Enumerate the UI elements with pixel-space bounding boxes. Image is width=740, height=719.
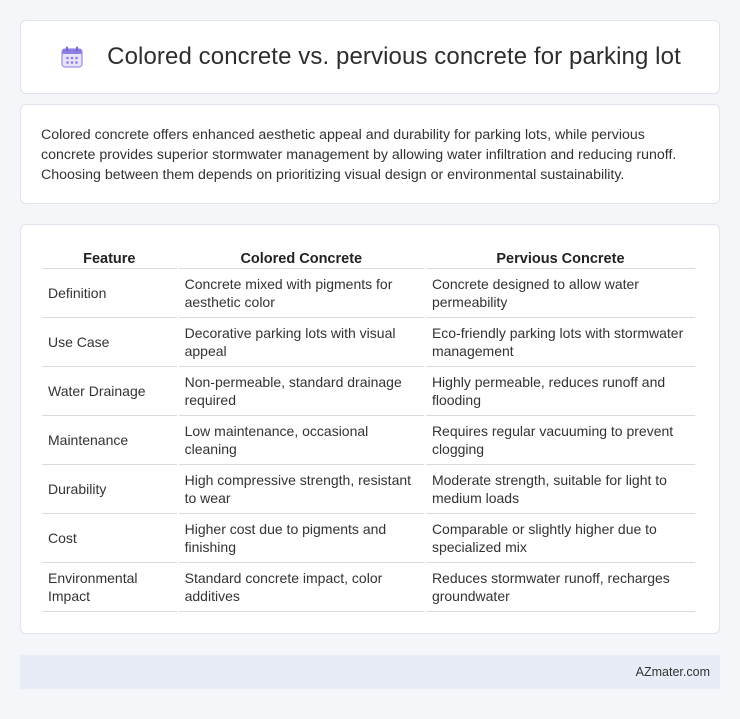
feature-cell: Definition	[42, 269, 177, 318]
colored-cell: Higher cost due to pigments and finishing	[179, 514, 424, 563]
page-title: Colored concrete vs. pervious concrete for parking lot	[107, 43, 681, 70]
footer-bar	[20, 655, 720, 689]
pervious-cell: Eco-friendly parking lots with stormwater management	[426, 318, 695, 367]
pervious-cell: Moderate strength, suitable for light to medium loads	[426, 465, 695, 514]
feature-cell: Use Case	[42, 318, 177, 367]
table-row	[42, 465, 695, 514]
table-row	[42, 318, 695, 367]
calendar-icon	[59, 44, 85, 70]
pervious-cell: Reduces stormwater runoff, recharges groundwater	[426, 563, 695, 612]
colored-cell: High compressive strength, resistant to wear	[179, 465, 424, 514]
feature-cell: Durability	[42, 465, 177, 514]
title-card	[20, 20, 720, 94]
pervious-cell: Highly permeable, reduces runoff and flooding	[426, 367, 695, 416]
pervious-cell: Comparable or slightly higher due to specialized mix	[426, 514, 695, 563]
pervious-cell: Requires regular vacuuming to prevent clogging	[426, 416, 695, 465]
colored-cell: Non-permeable, standard drainage required	[179, 367, 424, 416]
header-colored-concrete: Colored Concrete	[179, 245, 424, 269]
feature-cell: Maintenance	[42, 416, 177, 465]
intro-paragraph: Colored concrete offers enhanced aesthetic appeal and durability for parking lots, while pervious concrete provides superior stormwater management by allowing water infiltration and reducing runoff. Choosing between them depends on prioritizing visual design or environmental sustainability.	[41, 127, 677, 183]
feature-cell: Environmental Impact	[42, 563, 177, 612]
colored-cell: Low maintenance, occasional cleaning	[179, 416, 424, 465]
table-row	[42, 367, 695, 416]
feature-cell: Cost	[42, 514, 177, 563]
header-feature: Feature	[42, 245, 177, 269]
comparison-card	[20, 224, 720, 634]
colored-cell: Standard concrete impact, color additives	[179, 563, 424, 612]
header-pervious-concrete: Pervious Concrete	[426, 245, 695, 269]
feature-cell: Water Drainage	[42, 367, 177, 416]
pervious-cell: Concrete designed to allow water permeability	[426, 269, 695, 318]
intro-card	[20, 104, 720, 204]
title-wrap	[59, 43, 681, 71]
colored-cell: Concrete mixed with pigments for aesthetic color	[179, 269, 424, 318]
table-row	[42, 269, 695, 318]
comparison-table	[40, 245, 697, 612]
footer-brand: AZmater.com	[635, 665, 710, 679]
table-header-row	[42, 245, 695, 269]
table-row	[42, 514, 695, 563]
table-row	[42, 563, 695, 612]
table-row	[42, 416, 695, 465]
colored-cell: Decorative parking lots with visual appeal	[179, 318, 424, 367]
